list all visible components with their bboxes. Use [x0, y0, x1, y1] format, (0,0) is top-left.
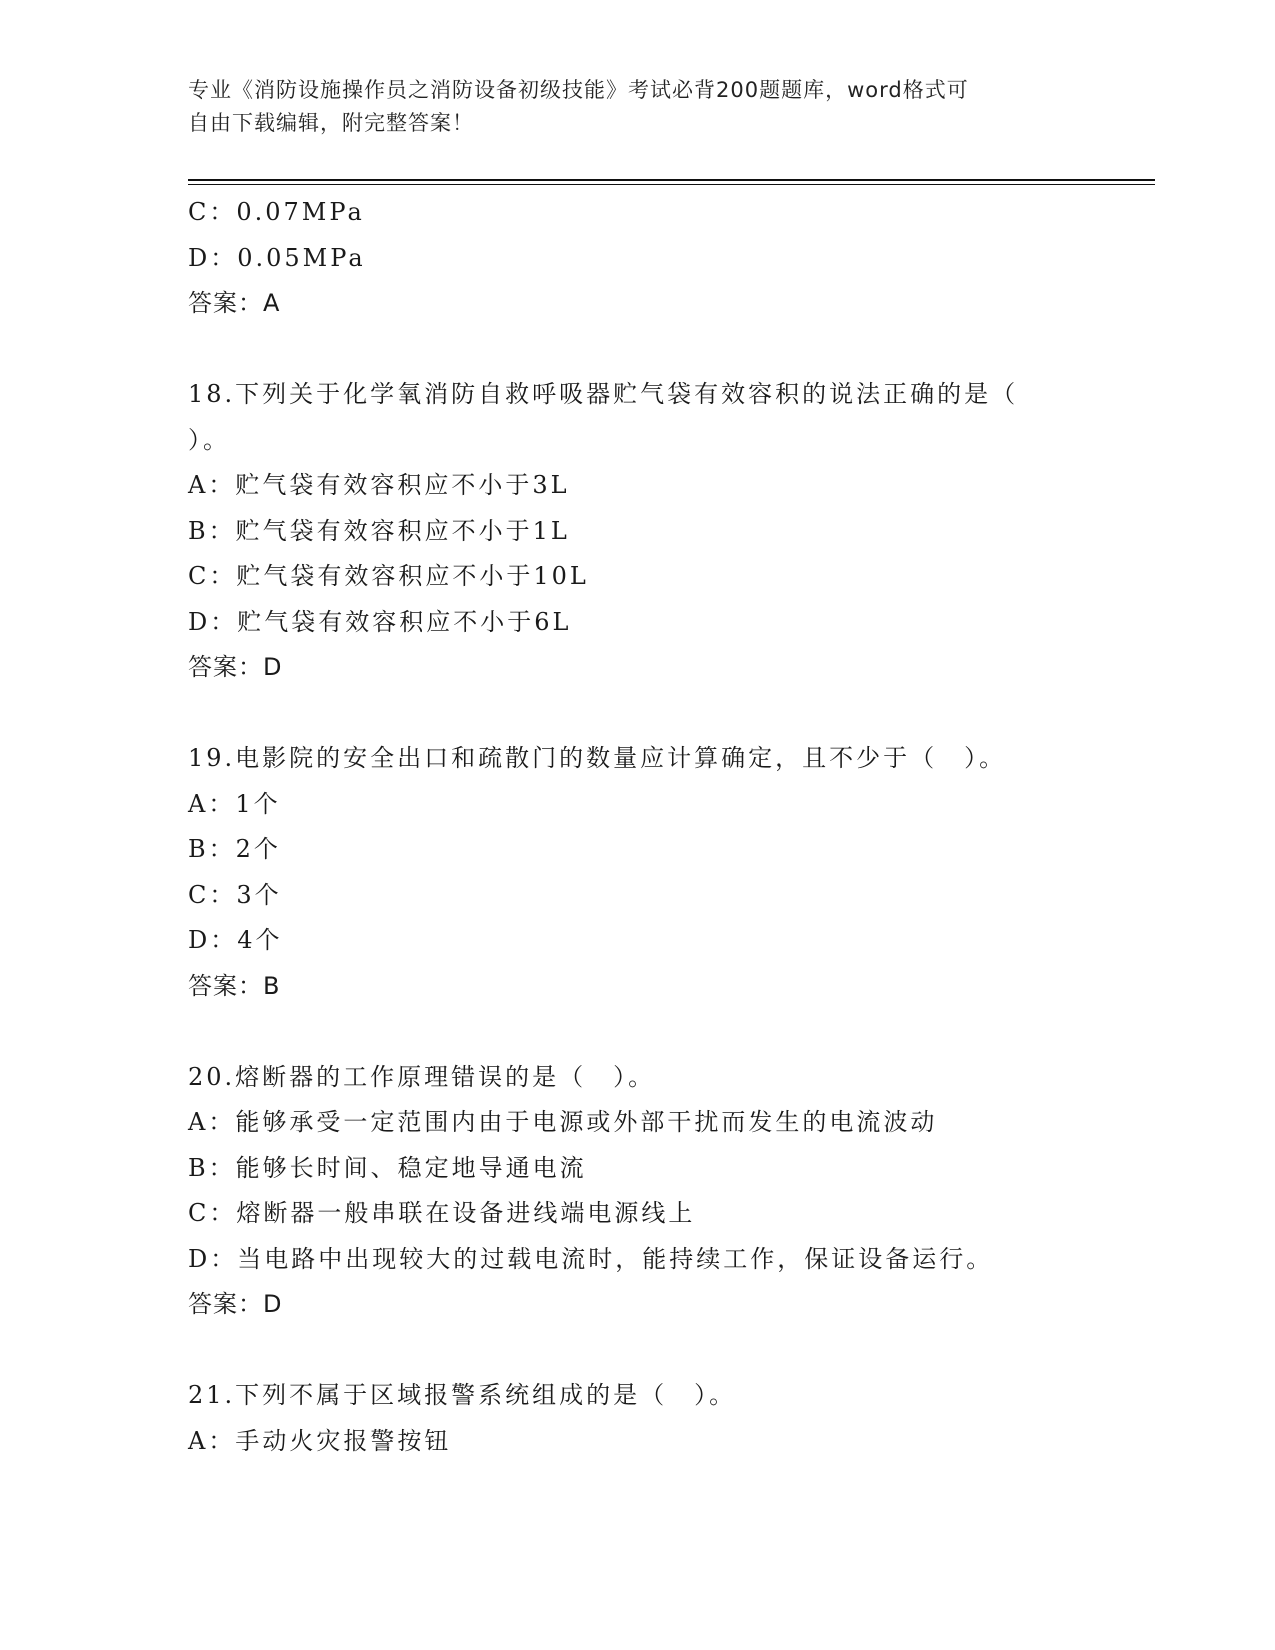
answer-line: 答案：B	[188, 971, 281, 1000]
question-stem: 18.下列关于化学氧消防自救呼吸器贮气袋有效容积的说法正确的是（	[188, 380, 1019, 408]
option-c: C：0.07MPa	[188, 198, 365, 226]
answer-line: 答案：D	[188, 1290, 283, 1318]
spacer	[188, 691, 1148, 737]
header-line-2: 自由下载编辑，附完整答案！	[188, 111, 474, 135]
option-b: B：能够长时间、稳定地导通电流	[188, 1153, 587, 1182]
option-a: A：能够承受一定范围内由于电源或外部干扰而发生的电流波动	[188, 1108, 938, 1136]
option-c: C：3个	[188, 880, 282, 909]
option-a: A：手动火灾报警按钮	[188, 1426, 452, 1455]
option-d: D：当电路中出现较大的过载电流时，能持续工作，保证设备运行。	[188, 1244, 994, 1273]
header-line-1: 专业《消防设施操作员之消防设备初级技能》考试必背200题题库，word格式可	[188, 78, 969, 102]
option-a: A：贮气袋有效容积应不小于3L	[188, 471, 570, 499]
option-d: D：0.05MPa	[188, 243, 366, 272]
question-21	[188, 1373, 1148, 1464]
question-stem-continued: ）。	[188, 425, 230, 454]
option-d: D：贮气袋有效容积应不小于6L	[188, 607, 572, 636]
option-c: C：贮气袋有效容积应不小于10L	[188, 562, 589, 590]
previous-question-tail	[188, 190, 1148, 327]
question-stem: 21.下列不属于区域报警系统组成的是（ ）。	[188, 1381, 737, 1409]
question-content	[188, 190, 1148, 1464]
question-stem: 19.电影院的安全出口和疏散门的数量应计算确定，且不少于（ ）。	[188, 744, 1007, 772]
option-b: B：贮气袋有效容积应不小于1L	[188, 516, 570, 545]
question-18	[188, 372, 1148, 691]
option-c: C：熔断器一般串联在设备进线端电源线上	[188, 1199, 696, 1227]
option-a: A：1个	[188, 789, 281, 818]
option-b: B：2个	[188, 835, 281, 863]
answer-line: 答案：A	[188, 289, 281, 317]
question-19	[188, 736, 1148, 1009]
spacer	[188, 1328, 1148, 1374]
option-d: D：4个	[188, 926, 283, 954]
header-rule-thick	[188, 179, 1155, 181]
spacer	[188, 327, 1148, 373]
page-header	[188, 74, 1088, 140]
header-rule-thin	[188, 184, 1155, 185]
spacer	[188, 1009, 1148, 1055]
answer-line: 答案：D	[188, 653, 283, 681]
question-stem: 20.熔断器的工作原理错误的是（ ）。	[188, 1062, 656, 1091]
question-20	[188, 1055, 1148, 1328]
